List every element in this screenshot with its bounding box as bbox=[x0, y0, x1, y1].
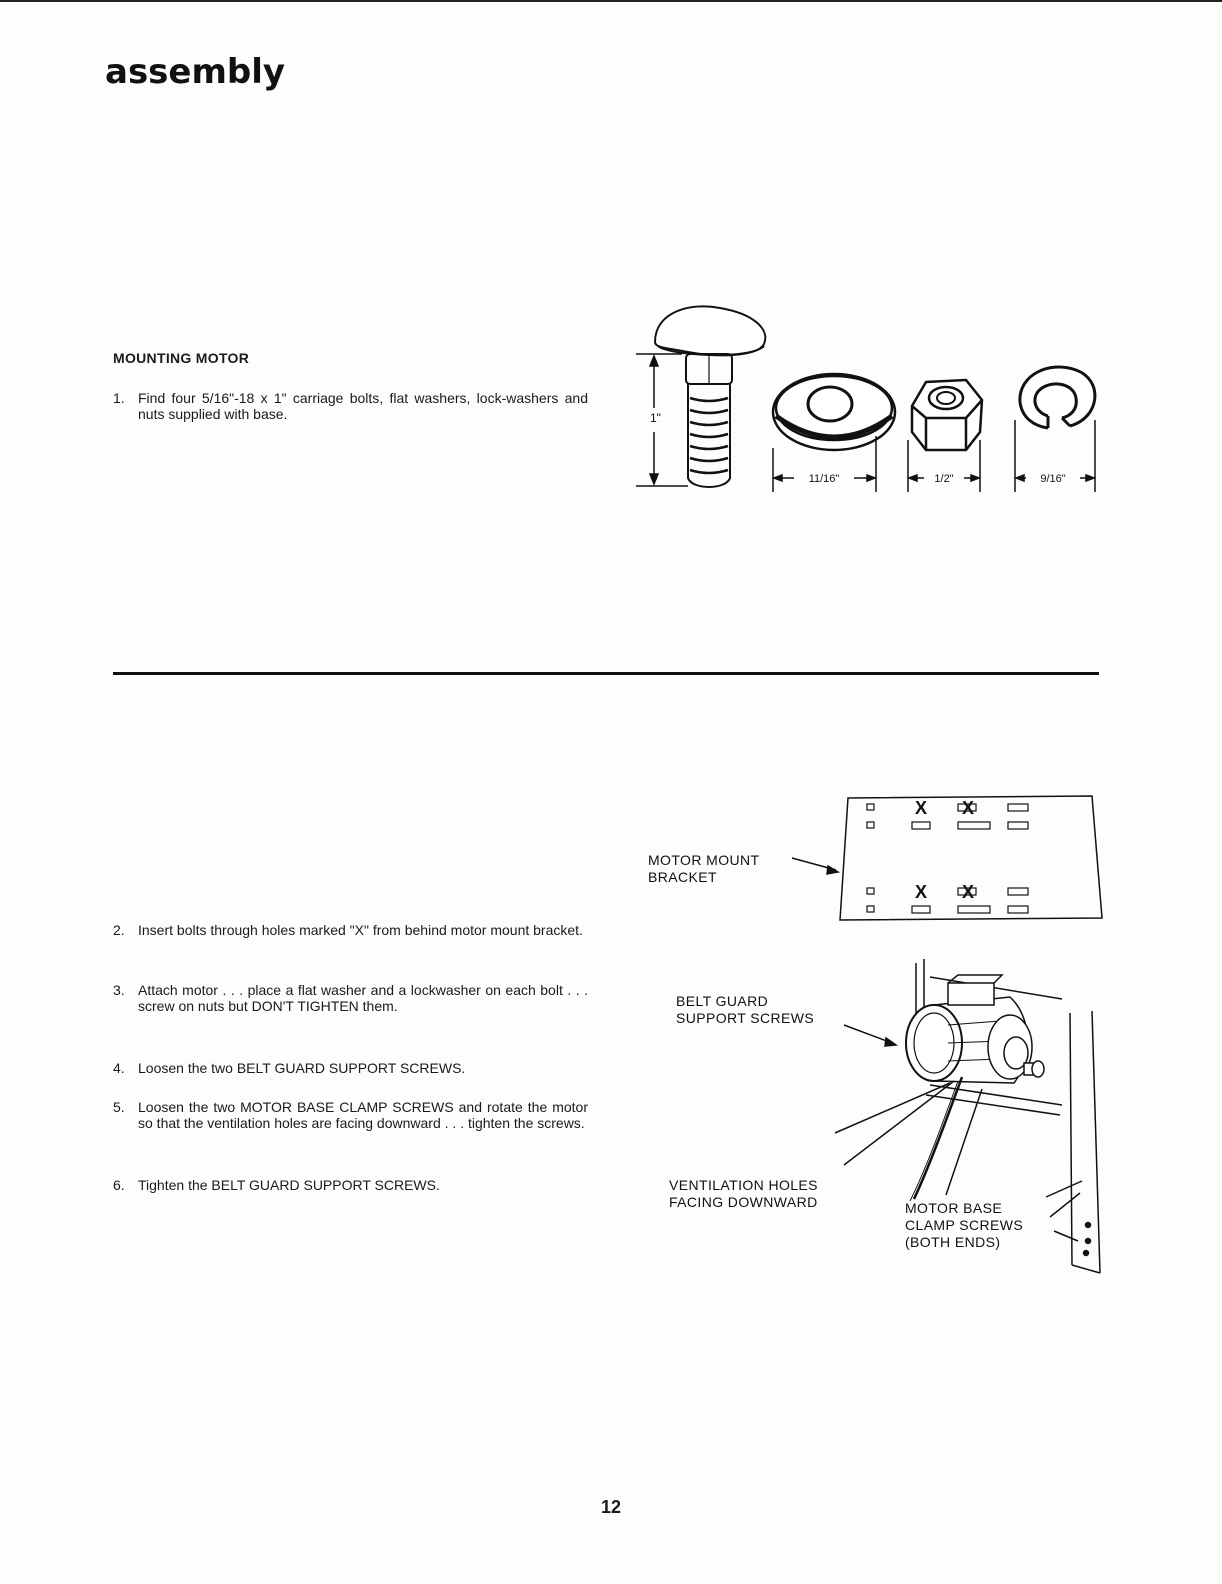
lock-washer-icon bbox=[1020, 367, 1095, 428]
belt-guard-line2: SUPPORT SCREWS bbox=[676, 1010, 815, 1026]
step-text: Tighten the BELT GUARD SUPPORT SCREWS. bbox=[138, 1177, 440, 1193]
belt-guard-label bbox=[676, 993, 814, 1027]
hardware-figure bbox=[630, 300, 1110, 500]
section-heading: MOUNTING MOTOR bbox=[113, 350, 250, 366]
step-number: 5. bbox=[113, 1099, 125, 1115]
step-4 bbox=[113, 1060, 588, 1076]
washer-size-label: 11/16" bbox=[808, 473, 840, 485]
step-1 bbox=[113, 390, 588, 422]
step-number: 4. bbox=[113, 1060, 125, 1076]
step-number: 2. bbox=[113, 922, 125, 938]
page-title: assembly bbox=[105, 52, 286, 92]
clamp-line2: CLAMP SCREWS bbox=[905, 1217, 1024, 1233]
clamp-line1: MOTOR BASE bbox=[905, 1200, 1003, 1216]
bracket-label-line1: MOTOR MOUNT bbox=[648, 852, 760, 868]
vent-line1: VENTILATION HOLES bbox=[669, 1177, 818, 1193]
clamp-line3: (BOTH ENDS) bbox=[905, 1234, 1001, 1250]
x-mark-1: X bbox=[914, 798, 928, 818]
step-text: Find four 5/16"-18 x 1" carriage bolts, flat washers, lock-washers and nuts supplied with base. bbox=[138, 390, 588, 422]
bolt-length-label: 1" bbox=[650, 411, 661, 425]
bracket-label-line2: BRACKET bbox=[648, 869, 717, 885]
belt-guard-line1: BELT GUARD bbox=[676, 993, 769, 1009]
step-text: Attach motor . . . place a flat washer and a lockwasher on each bolt . . . screw on nuts but DON'T TIGHTEN them. bbox=[138, 982, 588, 1014]
step-text: Loosen the two MOTOR BASE CLAMP SCREWS and rotate the motor so that the ventilation holes are facing downward . . . tighten the screws. bbox=[138, 1099, 588, 1131]
ventilation-label bbox=[669, 1177, 818, 1211]
top-rule bbox=[0, 0, 1222, 2]
section-divider bbox=[113, 672, 1099, 675]
step-number: 6. bbox=[113, 1177, 125, 1193]
step-5 bbox=[113, 1099, 588, 1131]
motor-mount-bracket-figure bbox=[790, 790, 1110, 925]
step-6 bbox=[113, 1177, 588, 1193]
step-text: Insert bolts through holes marked "X" from behind motor mount bracket. bbox=[138, 922, 583, 938]
bracket-label bbox=[648, 852, 759, 886]
step-number: 3. bbox=[113, 982, 125, 998]
lockwasher-size-label: 9/16" bbox=[1040, 473, 1066, 485]
x-mark-2: X bbox=[961, 798, 975, 818]
x-mark-4: X bbox=[961, 882, 975, 902]
page-number: 12 bbox=[600, 1497, 622, 1517]
step-3 bbox=[113, 982, 588, 1014]
step-2 bbox=[113, 922, 588, 938]
motor-figure bbox=[830, 955, 1130, 1285]
hex-nut-icon bbox=[912, 380, 982, 450]
x-mark-3: X bbox=[914, 882, 928, 902]
step-text: Loosen the two BELT GUARD SUPPORT SCREWS. bbox=[138, 1060, 466, 1076]
carriage-bolt-icon bbox=[655, 306, 765, 487]
motor-icon bbox=[906, 975, 1044, 1083]
dimension-1in bbox=[636, 354, 688, 486]
vent-line2: FACING DOWNWARD bbox=[669, 1194, 818, 1210]
step-number: 1. bbox=[113, 390, 125, 406]
nut-size-label: 1/2" bbox=[934, 473, 954, 485]
bracket-holes-top bbox=[867, 804, 1028, 913]
